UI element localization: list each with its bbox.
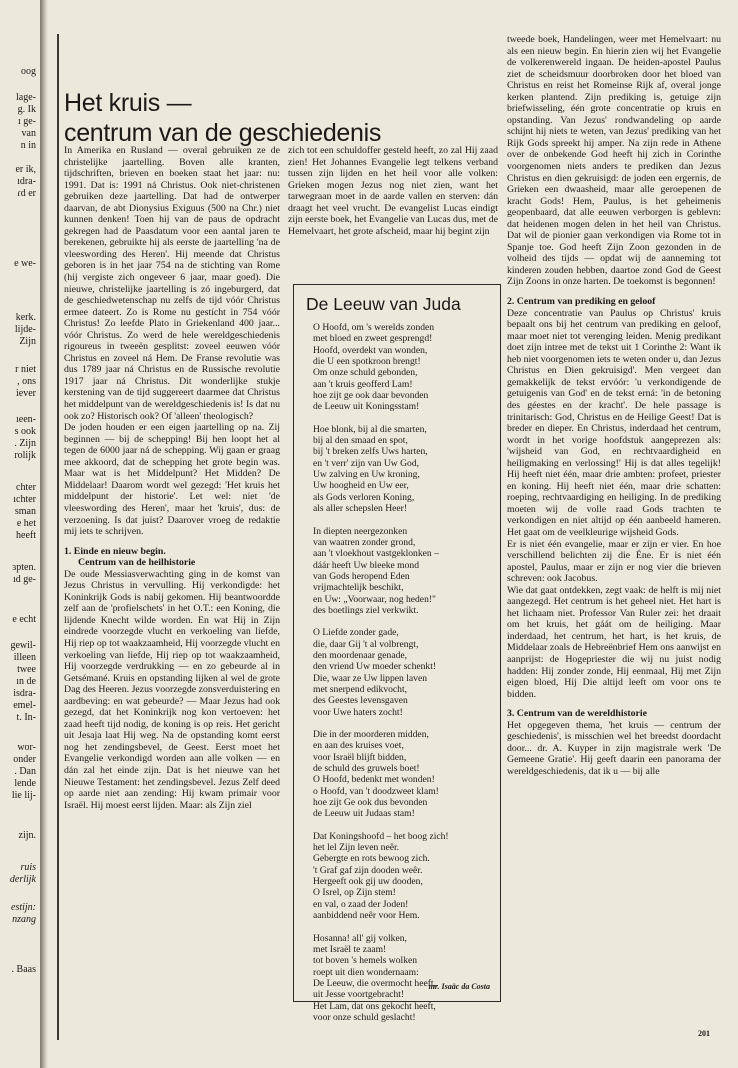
margin-fragment: er ik,: [15, 164, 36, 175]
margin-fragment: emel-: [13, 700, 36, 711]
margin-fragment: Zijn: [19, 336, 36, 347]
paragraph: Deze concentratie van Paulus op Christus' kruis bepaalt ons bij het centrum van prediking en geloof, maar moet niet tot verenging leiden. Menig predikant doet zijn intree met de tekst uit 1 Corinthe 2: Want ik heb niet voorgenomen iets te weten onder u, dan Jezus Christus en Dien gekruisigd'. Men vergeet dan gemakkelijk de tekst ervóór: 'u verkondigende de getuigenis van God' en de tekst erná: 'in de betoning des géestes en der kracht'. De hele passage is trinitarisch: God, Christus en de Heilige Geest! Dat is breder en dieper. En Christus, inderdaad het centrum, wordt in het vorige hoofdstuk aangeprezen als: 'wijsheid van God, en rechtvaardigheid en heiligmaking en verlossing!' Hij is dat alles tegelijk! Hij heeft niet één, maar drie ambten: profeet, priester en koning. Hij heeft niet één, maar drie schatten: roeping, rechtvaardiging en heiliging. In de prediking moeten wij de volle raad Gods trachten te verkondigen en niet altijd op één aanbeeld hameren. Het gaat om de veelkleurige wijsheid Gods.: [507, 307, 721, 538]
poem-line: uit Jesse voortgebracht!: [313, 989, 405, 1001]
poem-line: des boetlings ziel verkwikt.: [313, 604, 419, 616]
margin-fragment: zijn.: [18, 830, 36, 841]
poem-line: vrijmachtelijk beschikt,: [313, 582, 404, 594]
column-3: [507, 34, 721, 777]
poem-line: voor Israël blijft bidden,: [313, 751, 407, 763]
poem-line: voor onze schuld geslacht!: [313, 1011, 416, 1023]
margin-fragment: onder: [13, 754, 36, 765]
poem-line: roept uit dien wondernaam:: [313, 966, 419, 978]
article-title: [64, 88, 382, 148]
poem-line: het lel Zijn leven neêr.: [313, 842, 400, 854]
page-number: 201: [698, 1029, 710, 1038]
margin-fragment: lijde-: [14, 324, 36, 335]
margin-fragment: e echt: [12, 614, 36, 625]
poem-line: dáár heeft Uw bleeke mond: [313, 559, 420, 571]
poem-line: aanbiddend neêr voor Hem.: [313, 910, 420, 922]
poem-line: O Hoofd, bedenkt met wonden!: [313, 774, 435, 786]
column-1: [64, 145, 280, 811]
poem-line: hoe zijt ge ook daar bevonden: [313, 390, 429, 402]
margin-fragment: n in: [20, 140, 36, 151]
paragraph: De joden houden er een eigen jaartelling op na. Zij beginnen — bij de schepping! Bij hen loopt het al tegen de 6000 jaar ná de schepping. Wij gaan er graag mee akkoord, dat de schepping het grote begin was. Maar wat is het Middelpunt? Het Midden? De Middelaar! Daarom wordt wel gezegd: 'Het kruis het middelpunt der historie'. Let wel: niet 'de vleeswording des Heren', maar het 'kruis', dus: de verzoening. Is dat juist? Daarover vroeg de redaktie mij iets te schrijven.: [64, 422, 280, 538]
margin-fragment: . Zijn: [14, 438, 36, 449]
poem-line: als Gods verloren Koning,: [313, 491, 415, 503]
margin-fragment: illeen: [13, 652, 36, 663]
margin-fragment: lage-: [16, 92, 36, 103]
poem-line: aan 't kruis geofferd Lam!: [313, 378, 413, 390]
margin-fragment: ın de: [16, 676, 36, 687]
paragraph: Er is niet één evangelie, maar er zijn er vier. En hoe verschillend belichten zij die Éne. Er is niet één apostel, Paulus, maar er zijn er nog vier die brieven schreven: ook Jacobus.: [507, 538, 721, 585]
poem-author: mr. Isaäc da Costa: [428, 982, 490, 991]
poem-line: de Leeuw uit Judaas stam!: [313, 808, 415, 820]
poem-line: tot boven 's hemels wolken: [313, 955, 418, 967]
poem-line: Hergeeft ook gij uw dooden,: [313, 876, 423, 888]
poem-line: die U een spotkroon brengt!: [313, 356, 421, 368]
margin-fragment: iever: [16, 388, 36, 399]
section-heading-2: 2. Centrum van prediking en geloof: [507, 296, 656, 308]
poem-line: Hoe blonk, bij al die smarten,: [313, 423, 427, 435]
poem-line: O Hoofd, om 's werelds zonden: [313, 322, 435, 333]
poem-line: voor Uwe haters zocht!: [313, 706, 403, 718]
poem-title: De Leeuw van Juda: [306, 294, 461, 314]
margin-fragment: g. Ik: [17, 104, 36, 115]
poem-line: Die in der moorderen midden,: [313, 729, 429, 740]
paragraph: zich tot een schuldoffer gesteld heeft, zo zal Hij zaad zien! Het Johannes Evangelie legt telkens verband tussen zijn lijden en het heil voor alle volken: Grieken mogen Jezus nog niet zien, want het tarwegraan moet in de aarde vallen en sterven: dán draagt het veel vrucht. De evangelist Lucas eindigt zijn eerste boek, het Evangelie van Lucas dus, met de Hemelvaart, het grote afscheid, maar hij begint zijn: [288, 145, 498, 237]
margin-fragment: s ook: [14, 426, 36, 437]
margin-fragment: kerk.: [15, 312, 36, 323]
poem-line: des Geestes levensgaven: [313, 695, 408, 707]
paragraph: Het opgegeven thema, 'het kruis — centrum der geschiedenis', is misschien wel het breedst doordacht door... dr. A. Kuyper in zijn magistrale werk 'De Gemeene Gratie'. Hij geeft daarin een panorama der wereldgeschiedenis, dat ik u — bij alle: [507, 719, 721, 777]
poem-line: als aller schepslen Heer!: [313, 503, 408, 515]
vertical-rule: [57, 34, 59, 1040]
poem-line: van waatren zonder grond,: [313, 536, 416, 548]
section-heading-1: 1. Einde en nieuw begin.: [64, 545, 166, 557]
poem-stanza: [313, 424, 497, 515]
margin-fragment: t. In-: [16, 712, 36, 723]
margin-fragment: nzang: [12, 914, 36, 925]
poem-stanza: [313, 933, 497, 1024]
poem-line: Uw hoogheid en Uw eer,: [313, 480, 409, 492]
poem-body: [313, 322, 497, 1034]
poem-line: Die, waar ze Uw lippen laven: [313, 672, 428, 684]
paragraph: tweede boek, Handelingen, weer met Hemelvaart: nu als een nieuw begin. En hierin zien wij het Evangelie de volkerenwereld ingaan. De heiden-apostel Paulus ziet de scheidsmuur doorbroken door het bloed van Christus en reist het Romeinse Rijk af, overal jonge kerken plantend. Zijn prediking is, getuige zijn briefwisseling, één grote concentratie op kruis en opstanding. Van Jezus' rondwandeling op aarde schijnt hij niets te weten, van Jezus' prediking van het Rijk Gods spreekt hij amper. Na zijn rede in Athene over de onbekende God heeft hij zich in Corinthe voorgenomen niets anders te prediken dan Jezus Christus en dien gekruisigd: de joden een ergernis, de Grieken een dwaasheid, maar alle geroepenen de kracht Gods! Hem, Paulus, is het geheimenis geopenbaard, dat alle eeuwen verborgen is geblevn: dat heidenen mogen delen in het heil van Christus. Dat wil de pionier gaan verkondigen via Rome tot in Spanje toe. God heeft Zijn Zoon gezonden in de volheid des tijds — opdat wij de aanneming tot kinderen zouden hebben, daartoe zond God de Geest Zijn Zoons in onze harten. De toekomst is begonnen!: [507, 34, 721, 288]
poem-line: en val, o zaad der Joden!: [313, 898, 409, 910]
poem-line: den moordenaar genade,: [313, 649, 408, 661]
margin-fragment: . Baas: [11, 964, 36, 975]
margin-fragment: twee: [17, 664, 36, 675]
margin-fragment: oog: [21, 66, 36, 77]
poem-line: met Israël te zaam!: [313, 943, 387, 955]
margin-fragment: ıd ge-: [12, 574, 36, 585]
paragraph: In Amerika en Rusland — overal gebruiken ze de christelijke jaartelling. Boven alle kranten, tijdschriften, brieven en boeken staat het jaar: nu: 1991. Dat is: 1991 ná Christus. Ook niet-christenen gebruiken deze jaartelling. Dat had de ontwerper daarvan, de abt Dionysius Exiguus (500 na Chr.) niet kunnen denken! Toen hij van de paus de opdracht gekregen had de Paasdatum voor een aantal jaren te berekenen, gebruikte hij als eerste de jaartelling 'na de vleeswording des Heren'. Hij meende dat Christus geboren is in het jaar 754 na de stichting van Rome (hij vergiste zich ongeveer 6 jaar, maar goed). Die nieuwe, christelijke jaartelling is zó ingeburgerd, dat de geschiedwetenschap nu zelfs de tijd vóór Christus ermee dateert. Zo is Rome nu gestícht in 754 vóór Christus! Zo leefde Plato in Griekenland 400 jaar... vóór Christus. Zo werd de hele wereldgeschiedenis rigoureus in tweeën gesplitst: zoveel eeuwen vóór Christus en zoveel ná Hem. De Franse revolutie was dus 1789 jaar ná Christus en de Russische revolutie 1917 jaar ná Christus. Dit wonderlijke stukje kerstening van de tijd suggereert daarmee dat Christus het middelpunt van de wereldgeschiedenis is! Is dat nu ook zo? Historisch ook? Of 'alleen' theologisch?: [64, 145, 280, 422]
margin-fragment: sman: [14, 506, 36, 517]
margin-fragment: ɜpten.: [12, 562, 36, 573]
poem-line: Uw zalving en Uw kroning,: [313, 469, 420, 481]
section-subheading-1: Centrum van de heilhistorie: [78, 557, 196, 569]
poem-line: de Leeuw uit Koningsstam!: [313, 401, 420, 413]
paragraph: Wie dat gaat ontdekken, zegt vaak: de helft is mij niet aangezegd. Het centrum is het geheel niet. Het hart is het lichaam niet. Professor Van Ruler zei: het draait om het kruis, het gáát om de heiliging. Maar inderdaad, het centrum, het hart, is het kruis, de Middelaar zoals de Hebreënbrief Hem ons aanwijst en aanprijst: de Hogepriester die wij nu juist nodig hadden: Hij zonder zonde, Hij eenmaal, Hij met Zijn eigen bloed, Hij Die altijd leeft om voor ons te bidden.: [507, 584, 721, 700]
poem-line: bij 't breken zelfs Uws harten,: [313, 446, 428, 458]
margin-fragment: isdra-: [13, 688, 36, 699]
previous-page-fragment: [0, 0, 40, 1068]
poem-line: de schuld des gruwels boet!: [313, 763, 420, 775]
margin-fragment: rolijk: [14, 450, 36, 461]
title-line-2: centrum van de geschiedenis: [64, 119, 382, 147]
margin-fragment: , ons: [17, 376, 36, 387]
poem-line: Gebergte en rots bewoog zich.: [313, 853, 430, 865]
margin-fragment: heeft: [16, 530, 36, 541]
margin-fragment: van: [21, 128, 36, 139]
poem-line: O Liefde zonder gade,: [313, 627, 399, 639]
poem-line: met bloed en zweet gesprengd!: [313, 333, 433, 345]
margin-fragment: lie lij-: [11, 790, 36, 801]
poem-line: en Uw: „Voorwaar, nog heden!": [313, 593, 436, 605]
margin-fragment: ıeen-: [16, 414, 36, 425]
poem-line: O Isrel, op Zijn stem!: [313, 887, 396, 899]
poem-line: den vriend Uw moeder schenkt!: [313, 661, 437, 673]
margin-fragment: . Dan: [14, 766, 36, 777]
margin-fragment: gewil-: [10, 640, 36, 651]
poem-line: Het Lam, dat ons gekocht heeft,: [313, 1000, 436, 1012]
margin-fragment: e het: [16, 518, 36, 529]
column-2: [288, 145, 498, 237]
poem-line: Dat Koningshoofd – het boog zich!: [313, 830, 449, 842]
section-heading-3: 3. Centrum van de wereldhistorie: [507, 708, 647, 720]
poem-line: Om onze schuld gebonden,: [313, 367, 418, 379]
poem-line: Hoofd, overdekt van wonden,: [313, 344, 428, 356]
poem-line: De Leeuw, die overmocht heeft,: [313, 977, 436, 989]
margin-fragment: r niet: [15, 364, 36, 375]
margin-fragment: ıchter: [13, 494, 36, 505]
margin-fragment: ɾd er: [17, 188, 36, 199]
margin-fragment: ı ge-: [17, 116, 36, 127]
poem-stanza: [313, 627, 497, 718]
poem-line: en aan des kruises voet,: [313, 740, 404, 752]
margin-fragment: ruis: [20, 862, 36, 873]
margin-fragment: chter: [16, 482, 36, 493]
margin-fragment: wor-: [17, 742, 36, 753]
poem-line: van Gods heropend Eden: [313, 570, 410, 582]
poem-line: met snerpend edikvocht,: [313, 683, 408, 695]
paragraph: De oude Messiasverwachting ging in de komst van Jezus Christus in vervulling. Hij verkondigde: het Koninkrijk Gods is nabij gekomen. Hij beantwoordde zelf aan de 'profielschets' in het O.T.: een Koning, die lijdende Knecht wilde worden. En wat Hij in Zijn eindrede voorzegde vlucht en verkoeling van liefde, Hij riep op tot waakzaamheid, Hij voorzegde vlucht en verkoeling van liefde, Hij riep op tot waakzaamheid, Hij voorzegde verdrukking — en zo gebeurde al in Getsémané. Kruis en opstanding lijken al wel de grote Dag des Heeren. Jezus voorzegde zonsverduistering en aardbeving: en wat gebeurde? — Maar Jezus had ook gezegd, dat het Koninkrijk nog kon vertoeven: het zaad heeft tijd nodig, de koning is op reis. Het gericht uit Jesaja laat Hij weg. Na de opstanding komt eerst nog het zendingsbevel, de Geest. Eerst moet het Evangelie verkondigd worden aan alle volken — en dán zal het einde zijn. Dat is het nieuwe van het Nieuwe Testament: het zendingsbevel. Jezus Zelf deed op aarde niet aan zending: Hij kwam primair voor Israël. Hij moest eerst lijden. Maar: als Zijn ziel: [64, 568, 280, 811]
poem-line: hoe zijt Ge ook dus bevonden: [313, 797, 428, 809]
margin-fragment: e we-: [14, 258, 36, 269]
title-line-1: Het kruis —: [64, 89, 192, 117]
margin-fragment: estijn:: [11, 902, 36, 913]
poem-line: 't Graf gaf zijn dooden weêr.: [313, 864, 423, 876]
margin-fragment: lende: [14, 778, 36, 789]
poem-line: die, daar Gij 't al volbrengt,: [313, 638, 419, 650]
poem-stanza: [313, 831, 497, 922]
poem-box: [293, 284, 501, 1023]
margin-fragment: derlijk: [9, 874, 36, 885]
poem-line: bij al den smaad en spot,: [313, 435, 408, 447]
poem-stanza: [313, 526, 497, 617]
poem-line: en 't verr' zijn van Uw God,: [313, 457, 420, 469]
margin-fragment: ıdra-: [17, 176, 36, 187]
poem-line: o Hoofd, van 't doodzweet klam!: [313, 785, 439, 797]
poem-line: In diepten neergezonken: [313, 525, 408, 537]
poem-line: Hosanna! all' gij volken,: [313, 932, 407, 944]
page-gutter: [40, 0, 48, 1068]
poem-stanza: [313, 729, 497, 820]
poem-stanza: [313, 322, 497, 413]
poem-line: aan 't vloekhout vastgeklonken –: [313, 548, 439, 560]
